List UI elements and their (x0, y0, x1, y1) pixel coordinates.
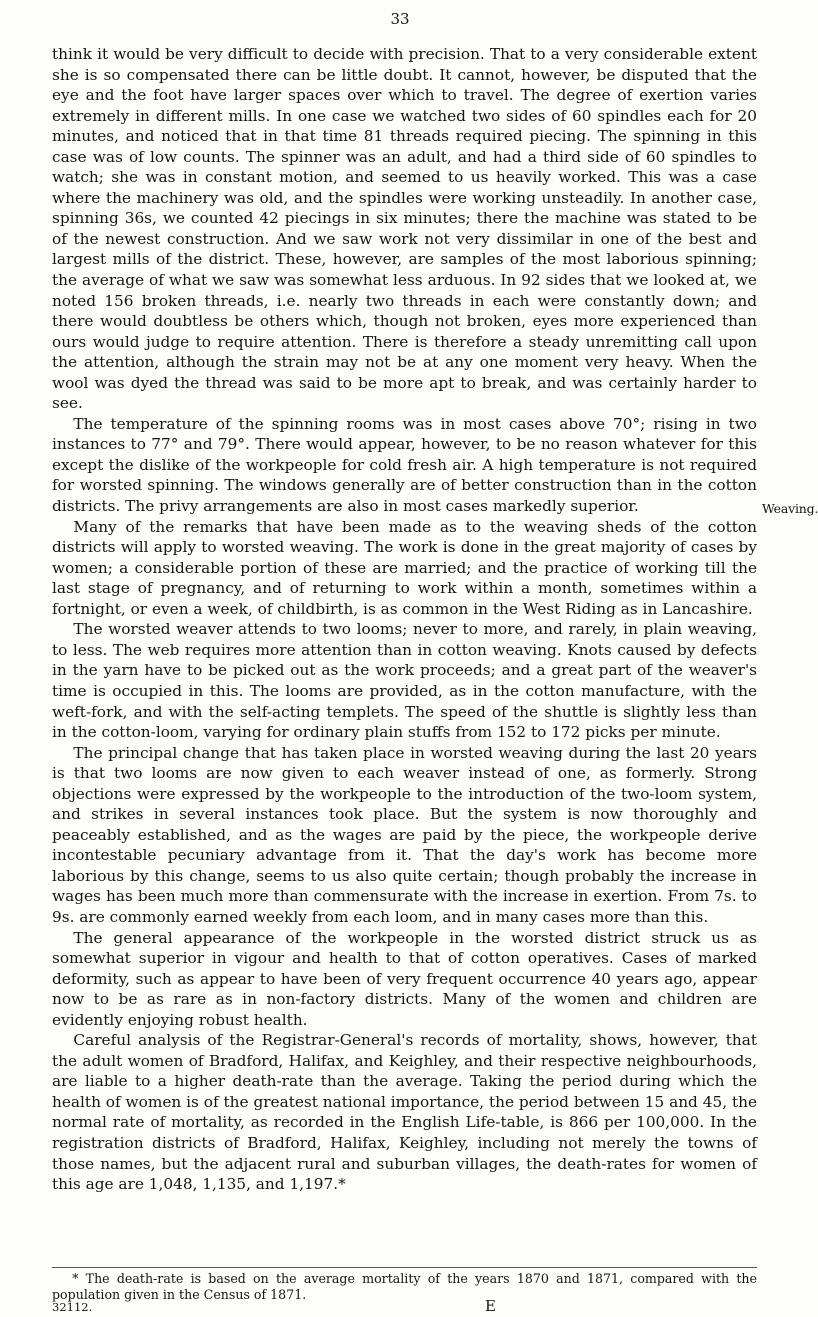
print-code: 32112. (52, 1300, 93, 1314)
footnote-divider (52, 1267, 757, 1268)
paragraph-worsted-weaver: The worsted weaver attends to two looms; never to more, and rarely, in plain weaving, to less. The web requires more attention than in cotton weaving. Knots caused by defects in the yarn have to be picked out as the work proceeds; and a great part of the weaver's time is occupied in this. The looms are provided, as in the cotton manufacture, with the weft-fork, and with the self-acting templets. The speed of the shuttle is slightly less than in the cotton-loom, varying for ordinary plain stuffs from 152 to 172 picks per minute. (52, 620, 757, 742)
margin-note-weaving: Weaving. (762, 501, 818, 516)
paragraph-two-loom-change: The principal change that has taken place in worsted weaving during the last 20 years is that two looms are now given to each weaver instead of one, as formerly. Strong objections were expressed by the workpeople to the introduction of the two-loom system, and strikes in several instances took place. But the system is now thoroughly and peaceably established, and as the wages are paid by the piece, the workpeople derive incontestable pecuniary advantage from it. That the day's work has become more laborious by this change, seems to us also quite certain; though probably the increase in wages has been much more than commensurate with the increase in exertion. From 7s. to 9s. are commonly earned weekly from each loom, and in many cases more than this. (52, 743, 757, 926)
body-text (52, 44, 757, 1195)
signature-mark: E (485, 1297, 496, 1315)
paragraph-weaving-sheds: Many of the remarks that have been made as to the weaving sheds of the cotton districts will apply to worsted weaving. The work is done in the great majority of cases by women; a considerable portion of these are married; and the practice of working till the last stage of pregnancy, and of returning to work within a month, sometimes within a fortnight, or even a week, of childbirth, is as common in the West Riding as in Lancashire. (52, 517, 757, 618)
paragraph-general-appearance: The general appearance of the workpeople in the worsted district struck us as somewhat superior in vigour and health to that of cotton operatives. Cases of marked deformity, such as appear to have been of very frequent occurrence 40 years ago, appear now to be as rare as in non-factory districts. Many of the women and children are evidently enjoying robust health. (52, 928, 757, 1029)
paragraph-mortality: Careful analysis of the Registrar-General's records of mortality, shows, however, that the adult women of Bradford, Halifax, and Keighley, and their respective neighbourhoods, are liable to a higher death-rate than the average. Taking the period during which the health of women is of the greatest national importance, the period between 15 and 45, the normal rate of mortality, as recorded in the English Life-table, is 866 per 100,000. In the registration districts of Bradford, Halifax, Keighley, including not merely the towns of those names, but the adjacent rural and suburban villages, the death-rates for women of this age are 1,048, 1,135, and 1,197.* (52, 1031, 757, 1194)
paragraph-spinning-exertion: think it would be very difficult to decide with precision. That to a very considerable extent she is so compensated there can be little doubt. It cannot, however, be disputed that the eye and the foot have larger spaces over which to travel. The degree of exertion varies extremely in different mills. In one case we watched two sides of 60 spindles each for 20 minutes, and noticed that in that time 81 threads required piecing. The spinning in this case was of low counts. The spinner was an adult, and had a third side of 60 spindles to watch; she was in constant motion, and seemed to us heavily worked. This was a case where the machinery was old, and the spindles were working unsteadily. In another case, spinning 36s, we counted 42 piecings in six minutes; there the machine was stated to be of the newest construction. And we saw work not very dissimilar in one of the best and largest mills of the district. These, however, are samples of the most laborious spinning; the average of what we saw was somewhat less arduous. In 92 sides that we looked at, we noted 156 broken threads, i.e. nearly two threads in each were constantly down; and there would doubtless be others which, though not broken, eyes more experienced than ours would judge to require attention. There is therefore a steady unremitting call upon the attention, although the strain may not be at any one moment very heavy. When the wool was dyed the thread was said to be more apt to break, and was certainly harder to see. (52, 45, 757, 413)
footnote: * The death-rate is based on the average mortality of the years 1870 and 1871, compared with the population given in the Census of 1871. (52, 1271, 757, 1302)
page-number: 33 (390, 10, 410, 28)
paragraph-temperature: The temperature of the spinning rooms was in most cases above 70°; rising in two instances to 77° and 79°. There would appear, however, to be no reason whatever for this except the dislike of the workpeople for cold fresh air. A high temperature is not required for worsted spinning. The windows generally are of better construction than in the cotton districts. The privy arrangements are also in most cases markedly superior. (52, 414, 757, 516)
